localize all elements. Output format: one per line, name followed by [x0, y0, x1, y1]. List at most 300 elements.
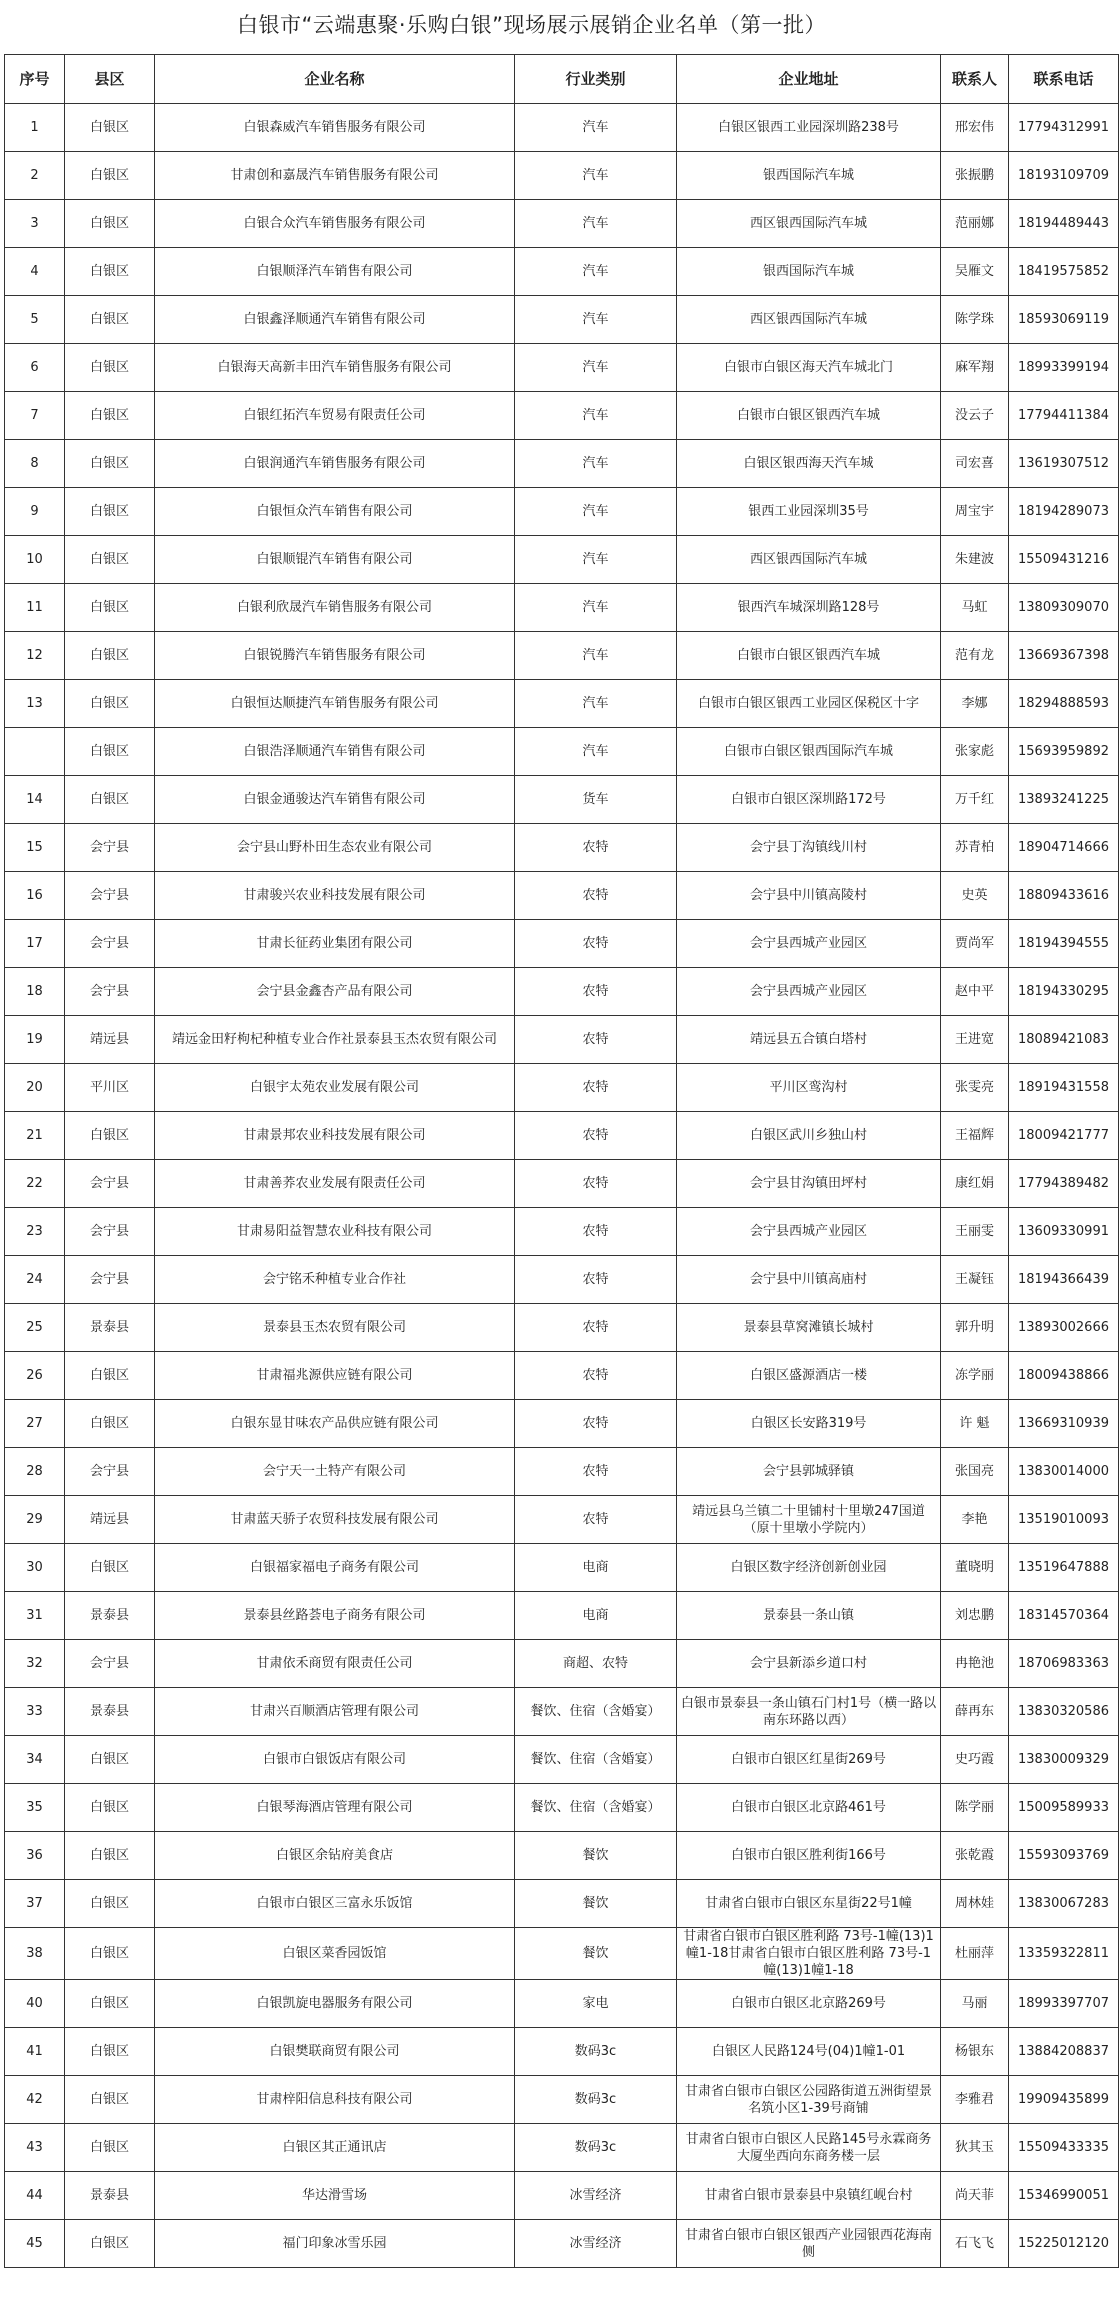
cell-company: 白银区其正通讯店 — [155, 2124, 515, 2172]
cell-county: 白银区 — [65, 680, 155, 728]
cell-county: 白银区 — [65, 2028, 155, 2076]
cell-phone: 18706983363 — [1009, 1640, 1119, 1688]
cell-address: 甘肃省白银市白银区公园路街道五洲街望景名筑小区1-39号商铺 — [677, 2076, 941, 2124]
cell-address: 白银区武川乡独山村 — [677, 1112, 941, 1160]
cell-county: 白银区 — [65, 728, 155, 776]
cell-industry: 农特 — [515, 1112, 677, 1160]
cell-county: 白银区 — [65, 584, 155, 632]
cell-no: 20 — [5, 1064, 65, 1112]
cell-phone: 13519647888 — [1009, 1544, 1119, 1592]
cell-industry: 农特 — [515, 1208, 677, 1256]
cell-company: 白银市白银区三富永乐饭馆 — [155, 1880, 515, 1928]
cell-industry: 餐饮、住宿（含婚宴） — [515, 1688, 677, 1736]
cell-address: 白银市白银区海天汽车城北门 — [677, 344, 941, 392]
cell-address: 白银区长安路319号 — [677, 1400, 941, 1448]
cell-no: 2 — [5, 152, 65, 200]
cell-company: 甘肃梓阳信息科技有限公司 — [155, 2076, 515, 2124]
cell-contact: 张家彪 — [941, 728, 1009, 776]
cell-no: 5 — [5, 296, 65, 344]
cell-industry: 汽车 — [515, 248, 677, 296]
cell-county: 白银区 — [65, 248, 155, 296]
cell-county: 白银区 — [65, 152, 155, 200]
cell-company: 白银合众汽车销售服务有限公司 — [155, 200, 515, 248]
cell-phone: 13669310939 — [1009, 1400, 1119, 1448]
cell-county: 靖远县 — [65, 1016, 155, 1064]
cell-company: 甘肃创和嘉晟汽车销售服务有限公司 — [155, 152, 515, 200]
cell-industry: 农特 — [515, 1160, 677, 1208]
cell-company: 白银樊联商贸有限公司 — [155, 2028, 515, 2076]
cell-no: 8 — [5, 440, 65, 488]
table-row — [5, 1640, 1119, 1688]
cell-contact: 李雅君 — [941, 2076, 1009, 2124]
table-row — [5, 1592, 1119, 1640]
cell-contact: 陈学丽 — [941, 1784, 1009, 1832]
cell-contact: 范有龙 — [941, 632, 1009, 680]
cell-industry: 汽车 — [515, 584, 677, 632]
cell-industry: 货车 — [515, 776, 677, 824]
cell-no: 38 — [5, 1928, 65, 1980]
cell-contact: 周宝宇 — [941, 488, 1009, 536]
cell-county: 景泰县 — [65, 1304, 155, 1352]
cell-contact: 王福辉 — [941, 1112, 1009, 1160]
cell-industry: 农特 — [515, 1496, 677, 1544]
cell-phone: 18194489443 — [1009, 200, 1119, 248]
table-row — [5, 1688, 1119, 1736]
cell-address: 白银市白银区北京路461号 — [677, 1784, 941, 1832]
cell-address: 甘肃省白银市白银区人民路145号永霖商务大厦坐西向东商务楼一层 — [677, 2124, 941, 2172]
cell-county: 白银区 — [65, 1928, 155, 1980]
cell-county: 会宁县 — [65, 1208, 155, 1256]
cell-no: 10 — [5, 536, 65, 584]
cell-no: 16 — [5, 872, 65, 920]
cell-phone: 15509431216 — [1009, 536, 1119, 584]
cell-company: 甘肃善荞农业发展有限责任公司 — [155, 1160, 515, 1208]
cell-no: 14 — [5, 776, 65, 824]
cell-address: 甘肃省白银市白银区胜利路 73号-1幢(13)1幢1-18甘肃省白银市白银区胜利路 73号-1幢(13)1幢1-18 — [677, 1928, 941, 1980]
cell-no: 6 — [5, 344, 65, 392]
cell-phone: 13619307512 — [1009, 440, 1119, 488]
cell-address: 会宁县甘沟镇田坪村 — [677, 1160, 941, 1208]
cell-phone: 18193109709 — [1009, 152, 1119, 200]
cell-industry: 汽车 — [515, 296, 677, 344]
cell-phone: 13830009329 — [1009, 1736, 1119, 1784]
cell-industry: 电商 — [515, 1592, 677, 1640]
cell-industry: 冰雪经济 — [515, 2172, 677, 2220]
cell-company: 甘肃福兆源供应链有限公司 — [155, 1352, 515, 1400]
cell-contact: 朱建波 — [941, 536, 1009, 584]
cell-contact: 薛再东 — [941, 1688, 1009, 1736]
cell-company: 白银区菜香园饭馆 — [155, 1928, 515, 1980]
cell-phone: 18089421083 — [1009, 1016, 1119, 1064]
cell-address: 白银市白银区胜利街166号 — [677, 1832, 941, 1880]
table-row — [5, 728, 1119, 776]
cell-contact: 赵中平 — [941, 968, 1009, 1016]
cell-company: 华达滑雪场 — [155, 2172, 515, 2220]
table-row — [5, 1208, 1119, 1256]
cell-industry: 商超、农特 — [515, 1640, 677, 1688]
cell-no: 30 — [5, 1544, 65, 1592]
cell-company: 白银顺锟汽车销售有限公司 — [155, 536, 515, 584]
cell-phone: 18194289073 — [1009, 488, 1119, 536]
cell-contact: 史英 — [941, 872, 1009, 920]
cell-no: 42 — [5, 2076, 65, 2124]
table-row — [5, 680, 1119, 728]
cell-industry: 餐饮 — [515, 1880, 677, 1928]
cell-company: 会宁天一土特产有限公司 — [155, 1448, 515, 1496]
cell-county: 景泰县 — [65, 2172, 155, 2220]
cell-no: 17 — [5, 920, 65, 968]
cell-contact: 杜丽萍 — [941, 1928, 1009, 1980]
cell-no: 18 — [5, 968, 65, 1016]
cell-company: 白银恒众汽车销售有限公司 — [155, 488, 515, 536]
cell-company: 靖远金田籽枸杞种植专业合作社景泰县玉杰农贸有限公司 — [155, 1016, 515, 1064]
table-row — [5, 1016, 1119, 1064]
cell-contact: 王进宽 — [941, 1016, 1009, 1064]
cell-company: 白银浩泽顺通汽车销售有限公司 — [155, 728, 515, 776]
cell-address: 白银市白银区银西国际汽车城 — [677, 728, 941, 776]
cell-contact: 冻学丽 — [941, 1352, 1009, 1400]
cell-contact: 王丽雯 — [941, 1208, 1009, 1256]
cell-no: 41 — [5, 2028, 65, 2076]
cell-phone: 17794312991 — [1009, 104, 1119, 152]
cell-industry: 农特 — [515, 824, 677, 872]
cell-county: 会宁县 — [65, 872, 155, 920]
cell-no: 37 — [5, 1880, 65, 1928]
cell-county: 会宁县 — [65, 968, 155, 1016]
table-row — [5, 296, 1119, 344]
cell-phone: 13893002666 — [1009, 1304, 1119, 1352]
header-address: 企业地址 — [677, 55, 941, 104]
cell-company: 甘肃兴百顺酒店管理有限公司 — [155, 1688, 515, 1736]
cell-address: 会宁县郭城驿镇 — [677, 1448, 941, 1496]
cell-county: 白银区 — [65, 104, 155, 152]
table-row — [5, 1980, 1119, 2028]
cell-industry: 汽车 — [515, 680, 677, 728]
cell-county: 白银区 — [65, 1980, 155, 2028]
cell-address: 会宁县中川镇高庙村 — [677, 1256, 941, 1304]
cell-no: 11 — [5, 584, 65, 632]
table-row — [5, 1352, 1119, 1400]
table-row — [5, 392, 1119, 440]
cell-address: 白银区银西海天汽车城 — [677, 440, 941, 488]
cell-phone: 18294888593 — [1009, 680, 1119, 728]
cell-industry: 餐饮、住宿（含婚宴） — [515, 1736, 677, 1784]
cell-industry: 汽车 — [515, 344, 677, 392]
table-row — [5, 2028, 1119, 2076]
cell-county: 白银区 — [65, 1784, 155, 1832]
cell-industry: 汽车 — [515, 392, 677, 440]
cell-phone: 18194366439 — [1009, 1256, 1119, 1304]
cell-county: 会宁县 — [65, 1160, 155, 1208]
cell-county: 白银区 — [65, 344, 155, 392]
cell-no: 45 — [5, 2220, 65, 2268]
table-row — [5, 1448, 1119, 1496]
cell-address: 会宁县西城产业园区 — [677, 968, 941, 1016]
cell-industry: 冰雪经济 — [515, 2220, 677, 2268]
table-row — [5, 2076, 1119, 2124]
cell-contact: 没云子 — [941, 392, 1009, 440]
cell-address: 白银市白银区深圳路172号 — [677, 776, 941, 824]
cell-phone: 18314570364 — [1009, 1592, 1119, 1640]
table-row — [5, 1400, 1119, 1448]
table-row — [5, 776, 1119, 824]
table-row — [5, 1544, 1119, 1592]
table-row — [5, 104, 1119, 152]
cell-phone: 13609330991 — [1009, 1208, 1119, 1256]
cell-company: 白银润通汽车销售服务有限公司 — [155, 440, 515, 488]
cell-county: 景泰县 — [65, 1688, 155, 1736]
cell-company: 甘肃易阳益智慧农业科技有限公司 — [155, 1208, 515, 1256]
table-row — [5, 1736, 1119, 1784]
cell-company: 会宁县山野朴田生态农业有限公司 — [155, 824, 515, 872]
cell-industry: 农特 — [515, 1016, 677, 1064]
cell-address: 西区银西国际汽车城 — [677, 536, 941, 584]
cell-phone: 13359322811 — [1009, 1928, 1119, 1980]
table-row — [5, 200, 1119, 248]
cell-phone: 18009438866 — [1009, 1352, 1119, 1400]
cell-contact: 邢宏伟 — [941, 104, 1009, 152]
cell-no — [5, 728, 65, 776]
cell-no: 26 — [5, 1352, 65, 1400]
cell-contact: 范丽娜 — [941, 200, 1009, 248]
cell-company: 白银鑫泽顺通汽车销售有限公司 — [155, 296, 515, 344]
cell-county: 会宁县 — [65, 1640, 155, 1688]
cell-company: 景泰县玉杰农贸有限公司 — [155, 1304, 515, 1352]
cell-industry: 汽车 — [515, 104, 677, 152]
cell-contact: 李艳 — [941, 1496, 1009, 1544]
table-row — [5, 1784, 1119, 1832]
cell-county: 白银区 — [65, 2220, 155, 2268]
cell-address: 银西汽车城深圳路128号 — [677, 584, 941, 632]
cell-company: 白银宇太苑农业发展有限公司 — [155, 1064, 515, 1112]
cell-industry: 数码3c — [515, 2124, 677, 2172]
document-title: 白银市“云端惠聚·乐购白银”现场展示展销企业名单（第一批） — [237, 13, 826, 37]
cell-address: 景泰县草窝滩镇长城村 — [677, 1304, 941, 1352]
cell-phone: 13519010093 — [1009, 1496, 1119, 1544]
table-row — [5, 1304, 1119, 1352]
cell-county: 白银区 — [65, 296, 155, 344]
cell-phone: 18904714666 — [1009, 824, 1119, 872]
cell-county: 靖远县 — [65, 1496, 155, 1544]
cell-phone: 18593069119 — [1009, 296, 1119, 344]
cell-address: 银西国际汽车城 — [677, 248, 941, 296]
cell-address: 白银区人民路124号(04)1幢1-01 — [677, 2028, 941, 2076]
table-row — [5, 440, 1119, 488]
cell-address: 会宁县西城产业园区 — [677, 920, 941, 968]
cell-company: 甘肃依禾商贸有限责任公司 — [155, 1640, 515, 1688]
cell-company: 甘肃蓝天骄子农贸科技发展有限公司 — [155, 1496, 515, 1544]
cell-company: 白银利欣晟汽车销售服务有限公司 — [155, 584, 515, 632]
cell-industry: 家电 — [515, 1980, 677, 2028]
cell-county: 景泰县 — [65, 1592, 155, 1640]
cell-no: 1 — [5, 104, 65, 152]
cell-company: 白银琴海酒店管理有限公司 — [155, 1784, 515, 1832]
cell-phone: 15593093769 — [1009, 1832, 1119, 1880]
cell-company: 会宁铭禾种植专业合作社 — [155, 1256, 515, 1304]
cell-contact: 冉艳池 — [941, 1640, 1009, 1688]
cell-phone: 17794389482 — [1009, 1160, 1119, 1208]
cell-address: 白银区银西工业园深圳路238号 — [677, 104, 941, 152]
cell-no: 27 — [5, 1400, 65, 1448]
cell-industry: 农特 — [515, 1352, 677, 1400]
cell-phone: 15346990051 — [1009, 2172, 1119, 2220]
cell-phone: 17794411384 — [1009, 392, 1119, 440]
cell-industry: 餐饮 — [515, 1832, 677, 1880]
cell-industry: 农特 — [515, 1448, 677, 1496]
cell-address: 甘肃省白银市白银区东星街22号1幢 — [677, 1880, 941, 1928]
cell-industry: 农特 — [515, 1400, 677, 1448]
cell-phone: 18993397707 — [1009, 1980, 1119, 2028]
cell-address: 白银市白银区北京路269号 — [677, 1980, 941, 2028]
cell-company: 福门印象冰雪乐园 — [155, 2220, 515, 2268]
cell-no: 3 — [5, 200, 65, 248]
cell-company: 甘肃景邦农业科技发展有限公司 — [155, 1112, 515, 1160]
cell-phone: 15509433335 — [1009, 2124, 1119, 2172]
table-row — [5, 1832, 1119, 1880]
cell-contact: 张振鹏 — [941, 152, 1009, 200]
table-row — [5, 152, 1119, 200]
cell-industry: 农特 — [515, 1064, 677, 1112]
table-row — [5, 248, 1119, 296]
table-row — [5, 824, 1119, 872]
cell-county: 白银区 — [65, 1400, 155, 1448]
cell-address: 甘肃省白银市景泰县中泉镇红岘台村 — [677, 2172, 941, 2220]
cell-county: 白银区 — [65, 488, 155, 536]
cell-no: 33 — [5, 1688, 65, 1736]
cell-address: 会宁县丁沟镇线川村 — [677, 824, 941, 872]
cell-no: 34 — [5, 1736, 65, 1784]
cell-address: 甘肃省白银市白银区银西产业园银西花海南侧 — [677, 2220, 941, 2268]
cell-county: 白银区 — [65, 440, 155, 488]
enterprise-table — [4, 54, 1119, 2268]
cell-industry: 汽车 — [515, 200, 677, 248]
cell-address: 景泰县一条山镇 — [677, 1592, 941, 1640]
cell-no: 40 — [5, 1980, 65, 2028]
header-phone: 联系电话 — [1009, 55, 1119, 104]
cell-industry: 汽车 — [515, 440, 677, 488]
cell-no: 28 — [5, 1448, 65, 1496]
cell-contact: 万千红 — [941, 776, 1009, 824]
table-row — [5, 968, 1119, 1016]
cell-contact: 许 魁 — [941, 1400, 1009, 1448]
cell-no: 24 — [5, 1256, 65, 1304]
cell-industry: 农特 — [515, 968, 677, 1016]
cell-contact: 陈学珠 — [941, 296, 1009, 344]
cell-industry: 数码3c — [515, 2076, 677, 2124]
table-row — [5, 488, 1119, 536]
cell-phone: 15693959892 — [1009, 728, 1119, 776]
cell-no: 31 — [5, 1592, 65, 1640]
cell-county: 白银区 — [65, 392, 155, 440]
cell-county: 白银区 — [65, 1352, 155, 1400]
cell-industry: 汽车 — [515, 488, 677, 536]
cell-contact: 张雯亮 — [941, 1064, 1009, 1112]
table-row — [5, 920, 1119, 968]
cell-no: 21 — [5, 1112, 65, 1160]
cell-contact: 麻军翔 — [941, 344, 1009, 392]
cell-contact: 张国亮 — [941, 1448, 1009, 1496]
cell-no: 43 — [5, 2124, 65, 2172]
cell-industry: 电商 — [515, 1544, 677, 1592]
cell-contact: 刘忠鹏 — [941, 1592, 1009, 1640]
table-row — [5, 1928, 1119, 1980]
cell-no: 13 — [5, 680, 65, 728]
cell-county: 会宁县 — [65, 1256, 155, 1304]
cell-no: 23 — [5, 1208, 65, 1256]
cell-county: 白银区 — [65, 776, 155, 824]
cell-industry: 农特 — [515, 872, 677, 920]
cell-no: 7 — [5, 392, 65, 440]
cell-industry: 汽车 — [515, 632, 677, 680]
cell-contact: 杨银东 — [941, 2028, 1009, 2076]
cell-phone: 18809433616 — [1009, 872, 1119, 920]
cell-company: 甘肃长征药业集团有限公司 — [155, 920, 515, 968]
cell-industry: 汽车 — [515, 728, 677, 776]
table-row — [5, 1496, 1119, 1544]
cell-county: 白银区 — [65, 2124, 155, 2172]
cell-company: 白银区余钻府美食店 — [155, 1832, 515, 1880]
cell-contact: 史巧霞 — [941, 1736, 1009, 1784]
cell-industry: 汽车 — [515, 152, 677, 200]
cell-company: 白银恒达顺捷汽车销售服务有限公司 — [155, 680, 515, 728]
cell-phone: 13669367398 — [1009, 632, 1119, 680]
cell-company: 白银森威汽车销售服务有限公司 — [155, 104, 515, 152]
cell-company: 白银市白银饭店有限公司 — [155, 1736, 515, 1784]
cell-address: 平川区鸾沟村 — [677, 1064, 941, 1112]
cell-no: 25 — [5, 1304, 65, 1352]
cell-company: 会宁县金鑫杏产品有限公司 — [155, 968, 515, 1016]
table-row — [5, 344, 1119, 392]
cell-contact: 董晓明 — [941, 1544, 1009, 1592]
cell-no: 35 — [5, 1784, 65, 1832]
cell-company: 白银红拓汽车贸易有限责任公司 — [155, 392, 515, 440]
cell-contact: 张乾霞 — [941, 1832, 1009, 1880]
table-row — [5, 2172, 1119, 2220]
cell-address: 银西国际汽车城 — [677, 152, 941, 200]
cell-contact: 狄其玉 — [941, 2124, 1009, 2172]
cell-no: 12 — [5, 632, 65, 680]
cell-contact: 贾尚军 — [941, 920, 1009, 968]
cell-company: 白银海天高新丰田汽车销售服务有限公司 — [155, 344, 515, 392]
table-row — [5, 2220, 1119, 2268]
cell-county: 白银区 — [65, 536, 155, 584]
cell-phone: 18419575852 — [1009, 248, 1119, 296]
header-industry: 行业类别 — [515, 55, 677, 104]
cell-county: 白银区 — [65, 200, 155, 248]
cell-address: 西区银西国际汽车城 — [677, 296, 941, 344]
cell-address: 会宁县新添乡道口村 — [677, 1640, 941, 1688]
cell-company: 白银锐腾汽车销售服务有限公司 — [155, 632, 515, 680]
cell-phone: 15225012120 — [1009, 2220, 1119, 2268]
cell-phone: 18194330295 — [1009, 968, 1119, 1016]
cell-industry: 数码3c — [515, 2028, 677, 2076]
cell-industry: 农特 — [515, 1304, 677, 1352]
cell-contact: 吴雁文 — [941, 248, 1009, 296]
cell-county: 白银区 — [65, 1736, 155, 1784]
table-row — [5, 632, 1119, 680]
cell-contact: 苏青柏 — [941, 824, 1009, 872]
cell-phone: 13830067283 — [1009, 1880, 1119, 1928]
cell-contact: 周林娃 — [941, 1880, 1009, 1928]
header-county: 县区 — [65, 55, 155, 104]
cell-no: 19 — [5, 1016, 65, 1064]
cell-company: 白银顺泽汽车销售有限公司 — [155, 248, 515, 296]
cell-no: 36 — [5, 1832, 65, 1880]
cell-no: 15 — [5, 824, 65, 872]
cell-no: 29 — [5, 1496, 65, 1544]
cell-address: 靖远县乌兰镇二十里铺村十里墩247国道（原十里墩小学院内） — [677, 1496, 941, 1544]
cell-no: 22 — [5, 1160, 65, 1208]
